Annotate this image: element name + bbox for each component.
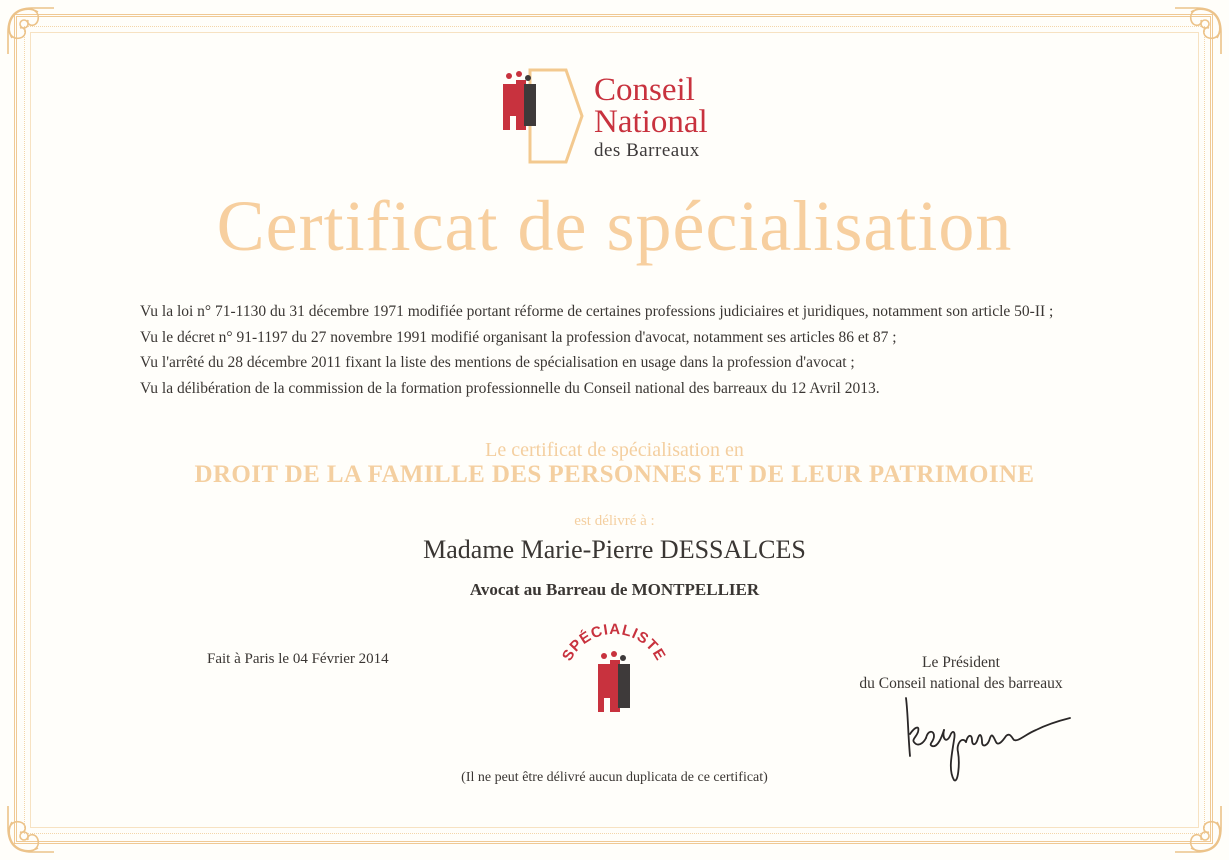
logo-name-line2: National	[594, 104, 708, 140]
considerant-deliberation: Vu la délibération de la commission de la formation professionnelle du Conseil national des barreaux du 12 Avril 2013.	[140, 379, 880, 397]
considerant-order: Vu l'arrêté du 28 décembre 2011 fixant la liste des mentions de spécialisation en usage dans la profession d'avocat ;	[140, 354, 855, 371]
certificate-title: Certificat de spécialisation	[216, 186, 1013, 266]
delivered-to-label: est délivré à :	[574, 513, 655, 529]
president-block	[838, 652, 1084, 694]
holder-bar: Avocat au Barreau de MONTPELLIER	[469, 580, 760, 599]
svg-text:SPÉCIALISTE	[559, 621, 669, 664]
logo-name-line1: Conseil	[594, 72, 695, 108]
president-organization: du Conseil national des barreaux	[859, 675, 1063, 692]
holder-name: Madame Marie-Pierre DESSALCES	[423, 535, 806, 564]
cnb-logo-mark-icon	[498, 66, 594, 166]
stamp-label: SPÉCIALISTE	[558, 620, 670, 664]
specialty-name: DROIT DE LA FAMILLE DES PERSONNES ET DE LEUR PATRIMOINE	[194, 461, 1035, 488]
considerant-law: Vu la loi n° 71-1130 du 31 décembre 1971 modifiée portant réforme de certaines professions judiciaires et juridiques, notamment son article 50-II ;	[140, 303, 1054, 320]
place-and-date: Fait à Paris le 04 Février 2014	[207, 651, 389, 667]
president-title: Le Président	[922, 654, 1000, 671]
corner-ornament-bottom-right	[1169, 800, 1227, 858]
considerant-decree: Vu le décret n° 91-1197 du 27 novembre 1991 modifié organisant la profession d'avocat, notamment ses articles 86 et 87 ;	[140, 328, 897, 346]
considerants-list	[140, 299, 1120, 401]
certificate-intro: Le certificat de spécialisation en	[485, 439, 744, 461]
corner-ornament-top-left	[2, 2, 60, 60]
corner-ornament-top-right	[1169, 2, 1227, 60]
logo-name-line3: des Barreaux	[594, 140, 700, 161]
corner-ornament-bottom-left	[2, 800, 60, 858]
cnb-logo	[498, 66, 738, 166]
specialiste-stamp	[556, 620, 672, 720]
footnote: (Il ne peut être délivré aucun duplicata de ce certificat)	[461, 770, 768, 785]
